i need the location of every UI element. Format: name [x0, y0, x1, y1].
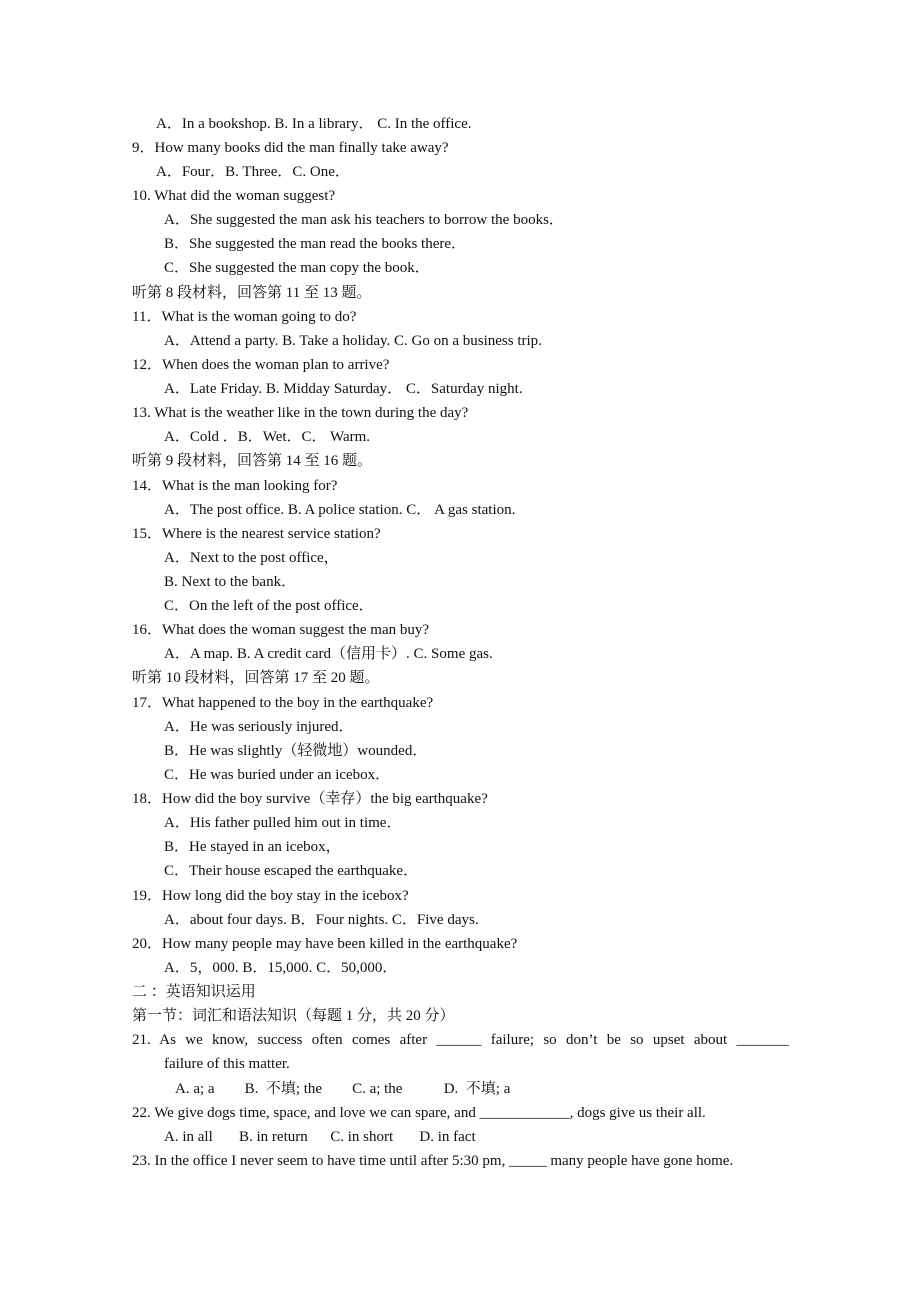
q10-question: 10. What did the woman suggest?	[132, 188, 336, 204]
part-2-heading: 二 ：英语知识运用	[132, 984, 256, 1000]
q20-question: 20．How many people may have been killed in the earthquake?	[132, 936, 518, 952]
q11-options: A．Attend a party. B. Take a holiday. C. Go on a business trip.	[164, 333, 542, 349]
q10-option-a: A．She suggested the man ask his teachers to borrow the books．	[164, 212, 564, 228]
section-1-heading: 第一节：词汇和语法知识（每题 1 分，共 20 分）	[132, 1008, 455, 1024]
q9-question: 9．How many books did the man finally take away?	[132, 140, 449, 156]
q21-question: 21. As we know, success often comes after ______ failure; so don’t be so upset about _______	[132, 1032, 789, 1048]
q17-option-b: B．He was slightly（轻微地）wounded．	[164, 743, 428, 759]
q15-option-c: C．On the left of the post office．	[164, 598, 374, 614]
q20-options: A．5，000. B．15,000. C．50,000．	[164, 960, 398, 976]
q18-option-c: C．Their house escaped the earthquake．	[164, 863, 419, 879]
q18-option-a: A．His father pulled him out in time．	[164, 815, 402, 831]
q10-option-c: C．She suggested the man copy the book．	[164, 260, 430, 276]
q10-option-b: B．She suggested the man read the books there．	[164, 236, 467, 252]
q22-options: A. in all B. in return C. in short D. in fact	[164, 1129, 476, 1145]
q13-options: A．Cold ．B．Wet．C． Warm.	[164, 429, 371, 445]
q17-option-a: A．He was seriously injured．	[164, 719, 354, 735]
q11-question: 11．What is the woman going to do?	[132, 309, 357, 325]
q21-question-cont: failure of this matter.	[164, 1056, 290, 1072]
q19-options: A．about four days. B．Four nights. C．Five days.	[164, 912, 479, 928]
section-9-heading: 听第 9 段材料，回答第 14 至 16 题。	[132, 453, 373, 469]
section-10-heading: 听第 10 段材料，回答第 17 至 20 题。	[132, 670, 380, 686]
q18-option-b: B．He stayed in an icebox，	[164, 839, 341, 855]
q15-question: 15．Where is the nearest service station?	[132, 526, 381, 542]
q9-options: A．Four．B. Three．C. One．	[156, 164, 350, 180]
q14-question: 14．What is the man looking for?	[132, 478, 338, 494]
q19-question: 19．How long did the boy stay in the icebox?	[132, 888, 409, 904]
q23-question: 23. In the office I never seem to have time until after 5:30 pm, _____ many people have gone home.	[132, 1153, 734, 1169]
q17-question: 17．What happened to the boy in the earthquake?	[132, 695, 434, 711]
section-8-heading: 听第 8 段材料，回答第 11 至 13 题。	[132, 285, 372, 301]
q8-options: A．In a bookshop. B. In a library． C. In the office.	[156, 116, 472, 132]
q18-question: 18．How did the boy survive（幸存）the big earthquake?	[132, 791, 488, 807]
q22-question: 22. We give dogs time, space, and love we can spare, and ____________, dogs give us their all.	[132, 1105, 706, 1121]
q12-options: A．Late Friday. B. Midday Saturday． C．Saturday night.	[164, 381, 523, 397]
q17-option-c: C．He was buried under an icebox．	[164, 767, 391, 783]
q15-option-b: B. Next to the bank．	[164, 574, 297, 590]
q15-option-a: A．Next to the post office，	[164, 550, 339, 566]
q12-question: 12．When does the woman plan to arrive?	[132, 357, 390, 373]
q16-question: 16．What does the woman suggest the man buy?	[132, 622, 430, 638]
q14-options: A．The post office. B. A police station. C． A gas station.	[164, 502, 516, 518]
q16-options: A．A map. B. A credit card（信用卡）. C. Some gas.	[164, 646, 493, 662]
q21-options: A. a; a B. 不填; the C. a; the D. 不填; a	[175, 1081, 511, 1097]
q13-question: 13. What is the weather like in the town during the day?	[132, 405, 469, 421]
